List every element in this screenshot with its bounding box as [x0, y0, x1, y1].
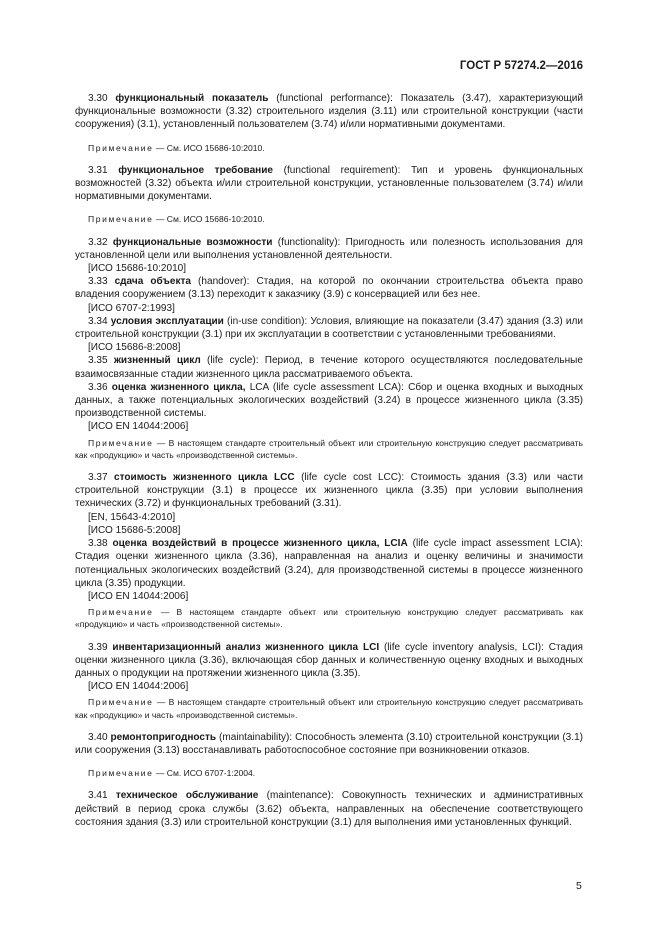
note: Примечание — В настоящем стандарте строительный объект или строительную конструкцию следует рассматривать как «продукцию» и часть «производственной системы».	[75, 437, 583, 460]
source-reference: [ИСО 15686-5:2008]	[88, 524, 181, 536]
term-entry-3-40: 3.40 ремонтопригодность (maintainability): Способность элемента (3.10) строительной конструкции (3.1) или сооружения (3.13) восстанавливать работоспособное состояние при возникновении отказов.	[75, 731, 583, 756]
term-name: стоимость жизненного цикла LCC	[114, 472, 295, 484]
term-name: сдача объекта	[114, 276, 192, 288]
source-reference: [ИСО EN 14044:2006]	[88, 681, 189, 693]
source-reference: [ИСО 6707-2:1993]	[88, 302, 175, 314]
term-name: ремонтопригодность	[110, 731, 217, 743]
source-reference: [ИСО EN 14044:2006]	[88, 590, 189, 602]
note: Примечание — См. ИСО 15686-10:2010.	[88, 214, 265, 225]
terms-section	[75, 92, 583, 829]
term-name: функциональное требование	[118, 164, 273, 176]
term-entry-3-41: 3.41 техническое обслуживание (maintenance): Совокупность технических и административных действий в период срока службы (3.62) объекта, направленных на обеспечение соответствующего состояния здания (3.3) или строительной конструкции (3.1) для выполнения ими установленных функций.	[75, 790, 583, 828]
term-entry-3-39: 3.39 инвентаризационный анализ жизненного цикла LCI (life cycle inventory analysis, LCI): Стадия оценки жизненного цикла (3.36), включающая сбор данных и количественную оценку входных и выходных данных о продукции на протяжении жизненного цикла (3.35).	[75, 641, 584, 679]
term-entry-3-34: 3.34 условия эксплуатации (in-use condition): Условия, влияющие на показатели (3.47) здания (3.3) или строительной конструкции (3.1) при их эксплуатации в соответствии с установленными требованиями.	[75, 315, 584, 341]
note: Примечание — См. ИСО 15686-10:2010.	[88, 142, 265, 153]
term-name: оценка воздействий в процессе жизненного цикла, LCIA	[112, 538, 408, 550]
page-number: 5	[576, 880, 582, 892]
note: Примечание — В настоящем стандарте объект или строительную конструкцию следует рассматривать как «продукцию» и часть «производственной системы».	[75, 607, 583, 630]
term-entry-3-37: 3.37 стоимость жизненного цикла LCC (life cycle cost LCC): Стоимость здания (3.3) или части строительной конструкции (3.1) в процессе их жизненного цикла (3.35) при условии выполнения технических (3.72) и функциональных требований (3.31).	[75, 472, 584, 510]
term-name: функциональный показатель	[115, 93, 269, 104]
term-name: функциональные возможности	[112, 236, 273, 248]
term-entry-3-32: 3.32 функциональные возможности (functionality): Пригодность или полезность использования для установленной цели или выполнения установленной деятельности.	[75, 236, 583, 261]
term-entry-3-30: 3.30 функциональный показатель (functional performance): Показатель (3.47), характеризующий функциональные возможности (3.32) строительного изделия (3.11) или строительной конструкции (части сооружения) (3.1), установленный пользователем (3.74) и/или нормативными документами.	[75, 93, 584, 131]
term-name: жизненный цикл	[113, 355, 201, 367]
term-name: техническое обслуживание	[115, 790, 259, 802]
note: Примечание — В настоящем стандарте строительный объект или строительную конструкцию следует рассматривать как «продукцию» и часть «производственной системы».	[75, 697, 583, 720]
source-reference: [EN, 15643-4:2010]	[88, 511, 176, 523]
source-reference: [ИСО 15686-10:2010]	[88, 263, 187, 275]
note: Примечание — См. ИСО 6707-1:2004.	[88, 768, 256, 779]
term-entry-3-38: 3.38 оценка воздействий в процессе жизненного цикла, LCIA (life cycle impact assessment LCIA): Стадия оценки жизненного цикла (3.36), направленная на анализ и оценку величины и значимости потенциальных экологических воздействий (3.24), для производственной системы в процессе жизненного цикла (3.35) продукции.	[75, 538, 583, 589]
term-name: оценка жизненного цикла,	[111, 381, 246, 393]
term-entry-3-33: 3.33 сдача объекта (handover): Стадия, на которой по окончании строительства объекта право владения сооружением (3.13) переходит к заказчику (3.9) с консервацией или без нее.	[75, 276, 583, 301]
term-entry-3-31: 3.31 функциональное требование (functional requirement): Тип и уровень функциональных возможностей (3.32) объекта и/или строительной конструкции, установленные пользователем (3.74) и/или нормативными документами.	[75, 164, 584, 203]
standard-designation: ГОСТ Р 57274.2—2016	[459, 60, 583, 72]
term-name: инвентаризационный анализ жизненного цикла LCI	[112, 641, 380, 653]
source-reference: [ИСО 15686-8:2008]	[88, 342, 181, 354]
term-entry-3-35: 3.35 жизненный цикл (life cycle): Период, в течение которого осуществляются последовательные взаимосвязанные стадии жизненного цикла рассматриваемого объекта.	[75, 355, 583, 380]
source-reference: [ИСО EN 14044:2006]	[88, 421, 189, 433]
term-entry-3-36: 3.36 оценка жизненного цикла, LCA (life cycle assessment LCA): Сбор и оценка входных и выходных данных, а также потенциальных экологических воздействий (3.24) в процессе жизненного цикла (3.35) производственной системы.	[75, 381, 583, 420]
term-name: условия эксплуатации	[110, 315, 224, 327]
